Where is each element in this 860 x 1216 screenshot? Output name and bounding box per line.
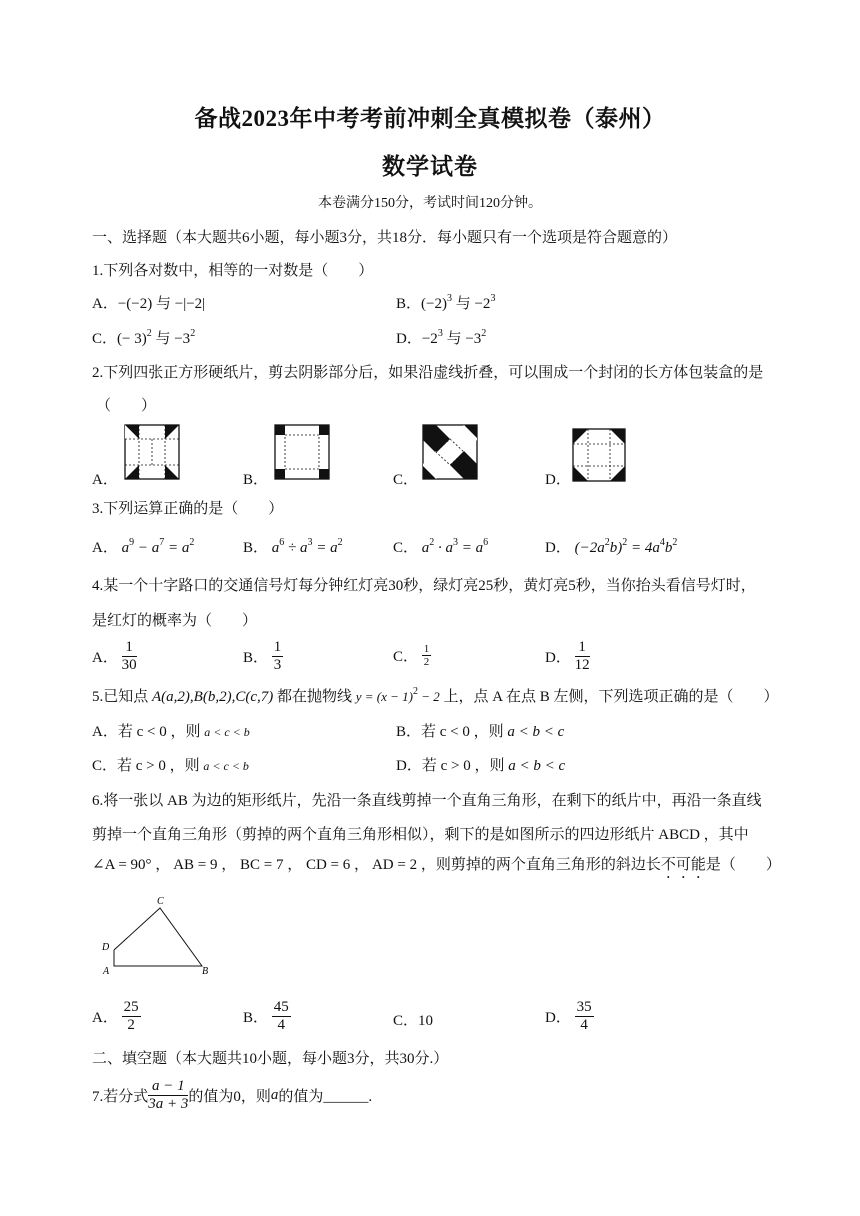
- exponent: 2: [190, 328, 196, 339]
- option-label: C．: [92, 758, 118, 774]
- fraction: [575, 999, 594, 1034]
- q6-quadrilateral-figure: [96, 892, 221, 980]
- section-1-heading: 一、选择题（本大题共6小题，每小题3分，共18分．每小题只有一个选项是符合题意的）: [92, 230, 678, 246]
- option-label: A．: [92, 1010, 118, 1026]
- expr: = a: [458, 540, 484, 556]
- exponent: 9: [129, 537, 135, 548]
- q2-figure-b: [274, 424, 330, 480]
- q6-option-d: [545, 999, 594, 1034]
- expr: ÷ a: [284, 540, 308, 556]
- option-label: B．: [396, 724, 422, 740]
- stem-text: 都在抛物线: [273, 689, 356, 705]
- q1-option-d: [396, 327, 486, 348]
- vertex-label-c: C: [157, 896, 164, 907]
- exponent: 4: [659, 537, 665, 548]
- expr: b: [664, 540, 673, 556]
- fraction: [422, 643, 432, 668]
- q5-option-a: [92, 720, 250, 741]
- q2-figure-c: [422, 424, 478, 480]
- exponent: 2: [189, 537, 195, 548]
- question-3-stem: 3.下列运算正确的是（ ）: [92, 501, 284, 517]
- exponent: 6: [483, 537, 489, 548]
- denominator: 4: [277, 1017, 286, 1033]
- question-4-stem-1: 4.某一个十字路口的交通信号灯每分钟红灯亮30秒，绿灯亮25秒，黄灯亮5秒，当你抬头看信号灯时，: [92, 578, 756, 594]
- stem-text: ∠A = 90° ， AB = 9 ， BC = 7 ， CD = 6 ， AD = 2 ，则剪掉的两个直角三角形的斜边长: [92, 857, 661, 873]
- option-label: D．: [396, 331, 422, 347]
- exponent: 2: [337, 537, 343, 548]
- q2-label-c: C．: [393, 472, 419, 488]
- variable: a: [270, 1087, 279, 1103]
- exam-title: 备战2023年中考考前冲刺全真模拟卷（泰州）: [194, 106, 666, 131]
- expr: 与 −3: [442, 331, 482, 347]
- numerator: 1: [273, 639, 282, 655]
- exponent: 3: [437, 328, 443, 339]
- expr: (−2): [421, 296, 447, 312]
- exponent: 3: [446, 293, 452, 304]
- q6-option-c: [393, 1009, 433, 1030]
- q6-option-a: [92, 999, 141, 1034]
- vertex-label-d: D: [102, 942, 110, 953]
- expr: · a: [434, 540, 454, 556]
- fraction: [272, 999, 291, 1034]
- denominator: 3: [273, 657, 282, 673]
- option-label: A．: [92, 724, 118, 740]
- question-1-stem: 1.下列各对数中，相等的一对数是（ ）: [92, 263, 374, 279]
- question-7: [92, 1078, 372, 1113]
- option-label: B．: [243, 650, 269, 666]
- option-label: D．: [545, 1010, 571, 1026]
- option-text: −(−2) 与 −|−2|: [117, 296, 206, 312]
- fraction: [122, 999, 141, 1034]
- q4-option-d: [545, 639, 590, 674]
- question-2-paren: （ ）: [96, 398, 157, 414]
- expr: (− 3): [117, 331, 147, 347]
- denominator: 12: [574, 657, 590, 673]
- stem-text: 5.已知点: [92, 689, 153, 705]
- expr: = a: [312, 540, 338, 556]
- q2-label-a: A．: [92, 472, 118, 488]
- option-label: D．: [545, 540, 571, 556]
- q2-label-d: D．: [545, 472, 571, 488]
- question-5-stem: [92, 685, 779, 706]
- exponent: 2: [604, 537, 610, 548]
- stem-text: 7.若分式: [92, 1089, 149, 1105]
- option-label: A．: [92, 650, 118, 666]
- expr: a: [271, 540, 280, 556]
- expr: a: [121, 540, 130, 556]
- exponent: 7: [159, 537, 165, 548]
- question-4-stem-2: 是红灯的概率为（ ）: [92, 613, 258, 629]
- exponent: 2: [146, 328, 152, 339]
- stem-text: 上，点 A 在点 B 左侧，下列选项正确的是（ ）: [439, 689, 779, 705]
- parabola-expr: y = (x − 1): [355, 689, 413, 704]
- exam-subtitle: 数学试卷: [382, 154, 478, 179]
- numerator: 1: [423, 643, 430, 655]
- option-label: A．: [92, 540, 118, 556]
- expr: −2: [421, 331, 438, 347]
- q4-option-c: [393, 643, 431, 668]
- question-6-stem-2: 剪掉一个直角三角形（剪掉的两个直角三角形相似），剩下的是如图所示的四边形纸片 ABCD ，其中: [92, 827, 749, 843]
- numerator: 1: [575, 639, 590, 657]
- option-label: B．: [396, 296, 422, 312]
- numerator: 45: [273, 999, 289, 1015]
- denominator: 3a + 3: [148, 1096, 189, 1112]
- option-label: C．: [92, 331, 118, 347]
- points-expr: A(a,2),B(b,2),C(c,7): [152, 689, 274, 705]
- denominator: 30: [121, 657, 137, 673]
- exponent: 2: [481, 328, 487, 339]
- q2-label-b: B．: [243, 472, 269, 488]
- exponent: 2: [429, 537, 435, 548]
- exponent: 3: [453, 537, 459, 548]
- expr: − a: [134, 540, 160, 556]
- option-text: 若 c > 0 ，则: [117, 758, 204, 774]
- section-2-heading: 二、填空题（本大题共10小题，每小题3分，共30分.）: [92, 1051, 449, 1067]
- exponent: 2: [622, 537, 628, 548]
- q3-option-c: [393, 536, 488, 557]
- relation-expr: a < b < c: [507, 724, 565, 740]
- expr: a: [421, 540, 430, 556]
- option-label: B．: [243, 1010, 269, 1026]
- numerator: 25: [123, 999, 139, 1015]
- option-text: 若 c < 0 ，则: [421, 724, 508, 740]
- question-6-stem-3: [92, 853, 781, 882]
- q5-option-c: [92, 754, 249, 775]
- fraction: [148, 1078, 188, 1113]
- fraction: [272, 639, 284, 674]
- exponent: 6: [279, 537, 285, 548]
- q5-option-d: [396, 754, 565, 775]
- expr: 与 −2: [451, 296, 491, 312]
- q3-option-b: [243, 536, 343, 557]
- fraction: [122, 639, 137, 674]
- q1-option-b: [396, 292, 495, 313]
- q2-figure-a: [124, 424, 180, 480]
- q2-figure-d: [572, 428, 626, 482]
- vertex-label-a: A: [103, 966, 110, 977]
- option-text: 若 c < 0 ，则: [117, 724, 205, 740]
- expr: = 4a: [627, 540, 660, 556]
- exponent: 2: [672, 537, 678, 548]
- q3-option-a: [92, 536, 194, 557]
- option-text: 10: [418, 1013, 434, 1029]
- expr: = a: [164, 540, 190, 556]
- expr: 与 −3: [151, 331, 191, 347]
- stem-text: 的值为0，则: [188, 1089, 271, 1105]
- vertex-label-b: B: [202, 966, 209, 977]
- expr: b): [609, 540, 623, 556]
- stem-text: 的值为______.: [278, 1089, 373, 1105]
- option-label: D．: [396, 758, 422, 774]
- numerator: 1: [122, 639, 137, 657]
- parabola-expr: − 2: [418, 689, 440, 704]
- relation-expr: a < c < b: [203, 759, 249, 773]
- option-label: D．: [545, 650, 571, 666]
- relation-expr: a < c < b: [204, 725, 250, 739]
- emphasized-text: 不可能: [660, 857, 706, 873]
- q1-option-a: [92, 292, 205, 313]
- numerator: a − 1: [148, 1078, 188, 1096]
- question-6-stem-1: 6.将一张以 AB 为边的矩形纸片，先沿一条直线剪掉一个直角三角形，在剩下的纸片中，再沿一条直线: [92, 793, 762, 809]
- stem-text: 是（ ）: [705, 857, 781, 873]
- exponent: 3: [490, 293, 496, 304]
- question-2-stem: 2.下列四张正方形硬纸片，剪去阴影部分后，如果沿虚线折叠，可以围成一个封闭的长方体包装盒的是: [92, 365, 764, 381]
- option-label: A．: [92, 296, 118, 312]
- exam-note: 本卷满分150分，考试时间120分钟。: [318, 196, 542, 211]
- q4-option-a: [92, 639, 137, 674]
- q3-option-d: [545, 536, 677, 557]
- q1-option-c: [92, 327, 195, 348]
- denominator: 2: [423, 656, 430, 668]
- exponent: 2: [413, 686, 418, 697]
- expr: (−2a: [574, 540, 605, 556]
- q4-option-b: [243, 639, 283, 674]
- exponent: 3: [307, 537, 313, 548]
- option-label: B．: [243, 540, 269, 556]
- numerator: 35: [576, 999, 592, 1015]
- option-label: C．: [393, 540, 419, 556]
- denominator: 2: [127, 1017, 135, 1033]
- q6-option-b: [243, 999, 291, 1034]
- option-text: 若 c > 0 ，则: [421, 758, 509, 774]
- denominator: 4: [580, 1017, 588, 1033]
- q5-option-b: [396, 720, 564, 741]
- option-label: C．: [393, 1013, 419, 1029]
- relation-expr: a < b < c: [508, 758, 566, 774]
- option-label: C．: [393, 649, 419, 665]
- fraction: [575, 639, 590, 674]
